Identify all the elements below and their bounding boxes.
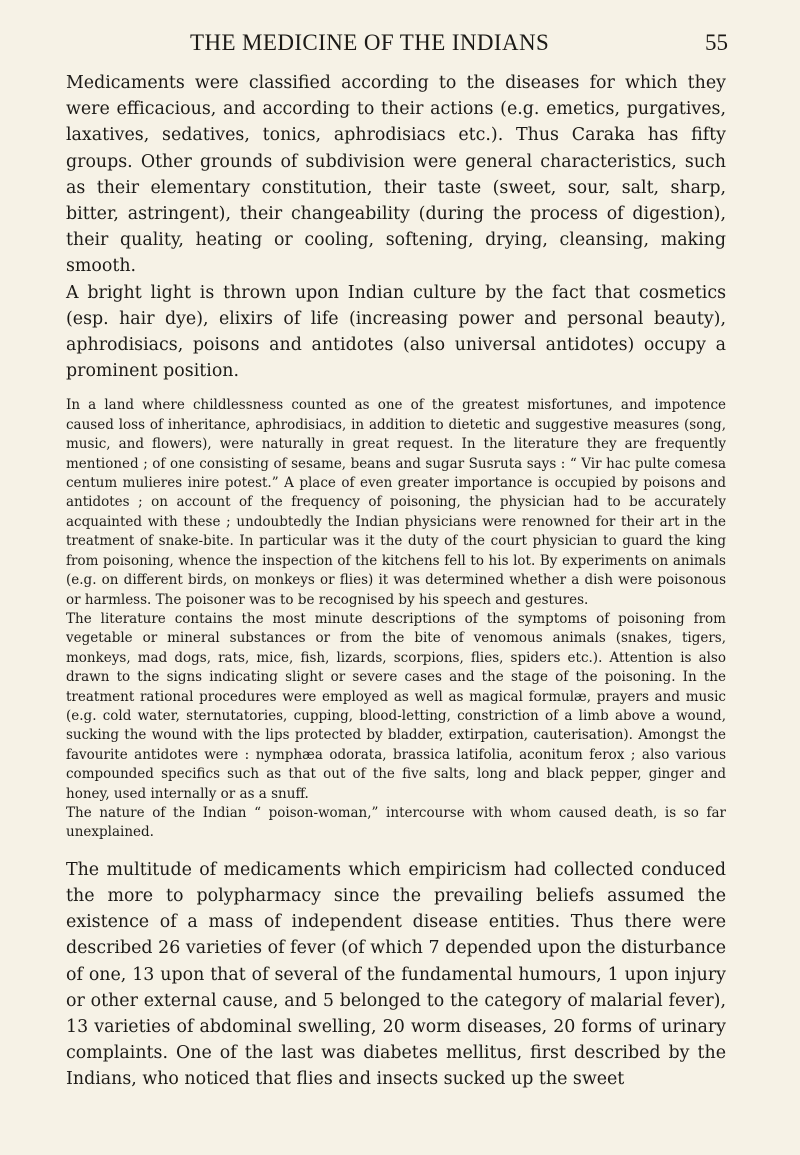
body-paragraph-1: Medicaments were classified according to the diseases for which they were efficacious, and according to their actions (e.g. emetics, purgatives, laxatives, sedatives, tonics, aphrodisiacs etc.). Thus Caraka has fifty groups. Other grounds of subdivision were general characteristics, such as their elementary constitution, their taste (sweet, sour, salt, sharp, bitter, astringent), their changeability (during the process of digestion), their quality, heating or cooling, softening, drying, cleansing, making smooth. bbox=[66, 73, 726, 277]
book-page bbox=[66, 0, 726, 1155]
main-text-block-2 bbox=[66, 857, 726, 1093]
small-paragraph-3: The nature of the Indian “ poison-woman,” intercourse with whom caused death, is so far unexplained. bbox=[66, 804, 726, 841]
page-number: 55 bbox=[705, 30, 728, 55]
running-header bbox=[66, 0, 726, 70]
body-paragraph-3: The multitude of medicaments which empiricism had collected conduced the more to polypharmacy since the prevailing beliefs assumed the existence of a mass of independent disease entities. Thus there were described 26 varieties of fever (of which 7 depended upon the disturbance of one, 13 upon that of several of the fundamental humours, 1 upon injury or other external cause, and 5 belonged to the category of malarial fever), 13 varieties of abdominal swelling, 20 worm diseases, 20 forms of urinary complaints. One of the last was diabetes mellitus, first described by the Indians, who noticed that flies and insects sucked up the sweet bbox=[66, 859, 726, 1090]
running-title: THE MEDICINE OF THE INDIANS bbox=[190, 30, 550, 55]
small-paragraph-1: In a land where childlessness counted as one of the greatest misfortunes, and impotence caused loss of inheritance, aphrodisiacs, in addition to dietetic and suggestive measures (song, music, and flowers), were naturally in great request. In the literature they are frequently mentioned ; of one consisting of sesame, beans and sugar Susruta says : “ Vir hac pulte comesa centum mulieres inire potest.” A place of even greater importance is occupied by poisons and antidotes ; on account of the frequency of poisoning, the physician had to be accurately acquainted with these ; undoubtedly the Indian physicians were renowned for their art in the treatment of snake-bite. In particular was it the duty of the court physician to guard the king from poisoning, whence the inspection of the kitchens fell to his lot. By experiments on animals (e.g. on different birds, on monkeys or flies) it was determined whether a dish were poisonous or harmless. The poisoner was to be recognised by his speech and gestures. bbox=[66, 397, 726, 608]
small-paragraph-2: The literature contains the most minute descriptions of the symptoms of poisoning from vegetable or mineral substances or from the bite of venomous animals (snakes, tigers, monkeys, mad dogs, rats, mice, fish, lizards, scorpions, flies, spiders etc.). Attention is also drawn to the signs indicating slight or severe cases and the stage of the poisoning. In the treatment rational procedures were employed as well as magical formulæ, prayers and music (e.g. cold water, sternutatories, cupping, blood-letting, constriction of a limb above a wound, sucking the wound with the lips protected by bladder, extirpation, cauterisation). Amongst the favourite antidotes were : nymphæa odorata, brassica latifolia, aconitum ferox ; also various compounded specifics such as that out of the five salts, long and black pepper, ginger and honey, used internally or as a snuff. bbox=[66, 610, 726, 802]
small-print-block bbox=[66, 396, 726, 842]
body-paragraph-2: A bright light is thrown upon Indian culture by the fact that cosmetics (esp. hair dye), elixirs of life (increasing power and personal beauty), aphrodisiacs, poisons and antidotes (also universal antidotes) occupy a prominent position. bbox=[66, 282, 726, 382]
main-text-block-1 bbox=[66, 70, 726, 384]
